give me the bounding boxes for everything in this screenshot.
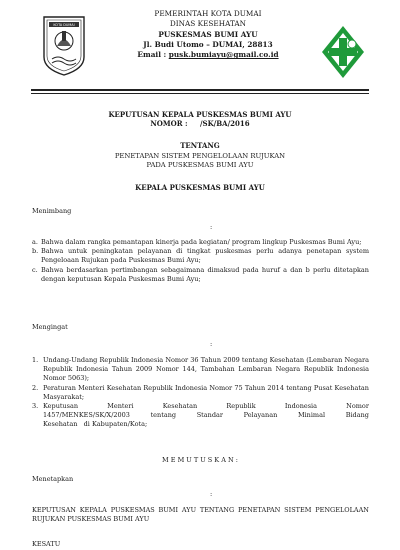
mengingat-label: Mengingat — [32, 323, 68, 331]
word: Standar — [196, 411, 223, 420]
word: Republik — [226, 402, 256, 411]
list-item — [32, 238, 369, 247]
list-item-text: Bahwa berdasarkan pertimbangan sebagaimana dimaksud pada huruf a dan b perlu ditetapkan dengan keputusan Kepala Puskesmas Bumi Ayu; — [41, 265, 369, 283]
list-item-text: Peraturan Menteri Kesehatan Republik Indonesia Nomor 75 Tahun 2014 tentang Pusat Kesehatan Masyarakat; — [43, 383, 369, 401]
kesatu-label: KESATU — [32, 540, 61, 548]
word: Menteri — [107, 402, 134, 411]
kota-dumai-emblem — [40, 13, 88, 77]
decree-subject-line-2: PADA PUSKESMAS BUMI AYU — [146, 161, 254, 169]
list-item — [32, 384, 369, 402]
word: Pelayanan — [243, 411, 278, 420]
list-item — [32, 247, 369, 265]
list-marker: 2. — [32, 383, 39, 392]
list-item-line: Kesehatan di Kabupaten/Kota; — [43, 420, 148, 429]
mengingat-colon: : — [210, 340, 213, 348]
menetapkan-label: Menetapkan — [32, 475, 74, 483]
list-item-text: Bahwa untuk peningkatan pelayanan di tingkat puskesmas perlu adanya penetapan system Pengeloaan Rujukan pada Puskesmas Bumi Ayu; — [41, 247, 369, 265]
issuing-official: KEPALA PUSKESMAS BUMI AYU — [135, 183, 265, 192]
menimbang-colon: : — [210, 223, 213, 231]
word: Minimal — [297, 411, 326, 420]
letterhead-address: Jl. Budi Utomo – DUMAI, 28813 — [143, 39, 273, 49]
list-marker: 1. — [32, 356, 39, 364]
decree-subject-line-1: PENETAPAN SISTEM PENGELOLAAN RUJUKAN — [114, 152, 286, 160]
letterhead-rule-thick — [31, 89, 369, 91]
list-item-text: Bahwa dalam rangka pemantapan kinerja pada kegiatan/ program lingkup Puskesmas Bumi Ayu; — [41, 238, 362, 246]
menetapkan-text: KEPUTUSAN KEPALA PUSKESMAS BUMI AYU TENTANG PENETAPAN SISTEM PENGELOLAAN RUJUKAN PUSKESMAS BUMI AYU — [32, 506, 369, 524]
list-item-line — [43, 402, 369, 411]
letterhead-rule-thin — [31, 93, 369, 94]
tentang-heading: TENTANG — [180, 141, 220, 150]
puskesmas-logo — [320, 24, 366, 80]
list-item — [32, 266, 369, 284]
list-item-line — [43, 411, 369, 420]
word: tentang — [150, 411, 177, 420]
memutuskan-heading: M E M U T U S K A N : — [162, 456, 238, 464]
letterhead-puskesmas: PUSKESMAS BUMI AYU — [158, 29, 258, 39]
word: Keputusan — [43, 402, 79, 411]
email-link[interactable]: pusk.bumiayu@gmail.co.id — [168, 50, 279, 60]
emblem-text: KOTA DUMAI — [53, 23, 75, 27]
menimbang-list — [32, 238, 369, 284]
list-marker: c. — [32, 265, 38, 274]
menetapkan-colon: : — [210, 490, 213, 498]
nomor-label: NOMOR : — [150, 119, 188, 128]
letterhead-government: PEMERINTAH KOTA DUMAI — [154, 9, 262, 18]
letterhead-department: DINAS KESEHATAN — [169, 19, 247, 29]
list-marker: a. — [32, 238, 38, 246]
word: Kesehatan — [162, 402, 198, 411]
word: 1457/MENKES/SK/X/2003 — [43, 411, 130, 420]
menimbang-label: Menimbang — [32, 207, 72, 215]
list-item-text: Undang-Undang Republik Indonesia Nomor 36 Tahun 2009 tentang Kesehatan (Lembaran Negara Republik Indonesia Tahun 2009 Nomor 144, Tambahan Lembaran Negara Republik Indonesia Nomor 5063); — [43, 356, 369, 383]
letterhead — [110, 9, 306, 60]
word: Nomor — [346, 402, 369, 411]
list-marker: 3. — [32, 402, 39, 411]
nomor-value: /SK/BA/2016 — [199, 119, 250, 128]
word: Indonesia — [284, 402, 318, 411]
email-label: Email : — [137, 50, 167, 60]
decree-number — [0, 119, 400, 128]
list-item — [32, 402, 369, 430]
word: Bidang — [345, 411, 369, 420]
letterhead-email-line — [110, 50, 306, 60]
mengingat-list — [32, 356, 369, 430]
decree-title: KEPUTUSAN KEPALA PUSKESMAS BUMI AYU — [108, 110, 292, 119]
list-marker: b. — [32, 247, 39, 256]
list-item — [32, 356, 369, 384]
